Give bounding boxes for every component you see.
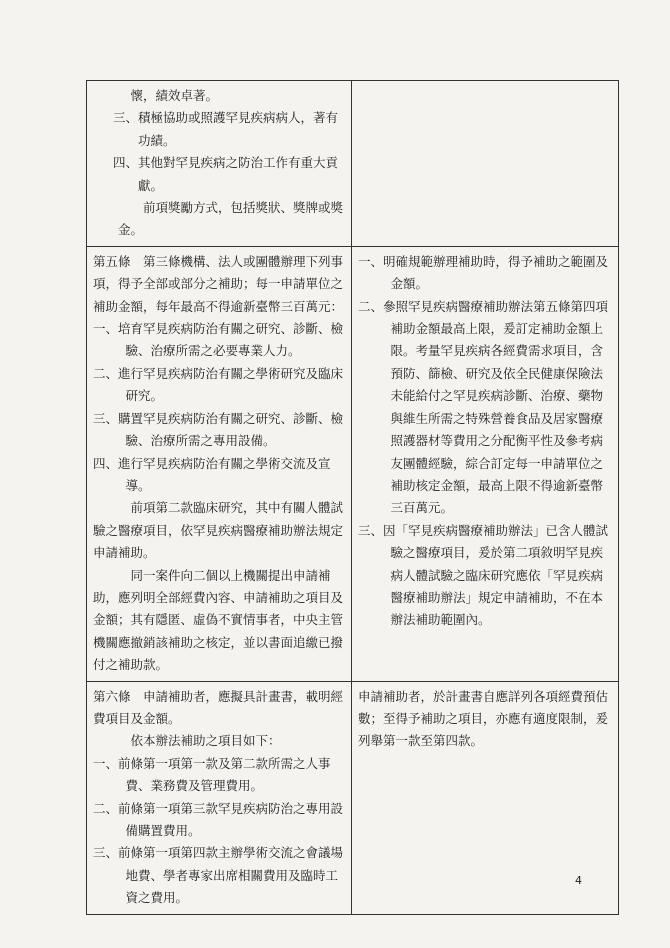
article-6-item: 三、前條第一項第四款主辦學術交流之會議場地費、學者專家出席相關費用及臨時工資之費用。	[93, 845, 344, 906]
explanation-item: 二、參照罕見疾病醫療補助辦法第五條第四項補助金額最高上限，爰訂定補助金額上限。考量罕見疾病各經費需求項目，含預防、篩檢、研究及依全民健康保險法未能給付之罕見疾病診斷、治療、藥物與維生所需之特殊營養食品及居家醫療照護器材等費用之分配衡平性及參考病友團體經驗，綜合訂定每一申請單位之補助核定金額，最高上限不得逾新臺幣三百萬元。	[358, 298, 609, 516]
article-5-para: 前項第二款臨床研究，其中有關人體試驗之醫療項目，依罕見疾病醫療補助辦法規定申請補助。	[93, 500, 344, 561]
article-6-intro: 依本辦法補助之項目如下：	[130, 733, 281, 749]
row2-left-cell	[87, 246, 352, 681]
article-5-item: 一、培育罕見疾病防治有關之研究、診斷、檢驗、治療所需之必要專業人力。	[93, 321, 344, 359]
row1-left-para: 前項獎勵方式，包括獎狀、獎牌或獎金。	[118, 200, 344, 238]
explanation-item: 三、因「罕見疾病醫療補助辦法」已含人體試驗之醫療項目，爰於第二項敘明罕見疾病人體試驗之臨床研究應依「罕見疾病醫療補助辦法」規定申請補助，不在本辦法補助範圍內。	[358, 522, 609, 628]
article-5-heading: 第五條 第三條機構、法人或團體辦理下列事項，得予全部或部分之補助；每一申請單位之補助金額，每年最高不得逾新臺幣三百萬元：	[93, 253, 344, 314]
article-5-para: 同一案件向二個以上機關提出申請補助，應列明全部經費內容、申請補助之項目及金額；其有隱匿、虛偽不實情事者，中央主管機關應撤銷該補助之核定，並以書面追繳已撥付之補助款。	[93, 567, 344, 673]
row1-left-item: 四、其他對罕見疾病之防治工作有重大貢獻。	[113, 155, 339, 193]
row2-right-cell	[352, 246, 619, 681]
table-row	[87, 681, 619, 914]
article-5-item: 三、購置罕見疾病防治有關之研究、診斷、檢驗、治療所需之專用設備。	[93, 410, 344, 449]
table-row	[87, 246, 619, 681]
row1-left-cell	[87, 81, 352, 247]
article-6-heading: 第六條 申請補助者，應擬具計畫書，載明經費項目及金額。	[93, 688, 344, 726]
article-5-item: 二、進行罕見疾病防治有關之學術研究及臨床研究。	[93, 365, 344, 404]
row1-left-item: 三、積極協助或照護罕見疾病病人，著有功績。	[113, 110, 339, 148]
explanation-item: 一、明確規範辦理補助時，得予補助之範圍及金額。	[358, 253, 609, 292]
article-6-item: 二、前條第一項第三款罕見疾病防治之專用設備購置費用。	[93, 800, 344, 838]
row1-left-line: 懷，績效卓著。	[130, 88, 219, 103]
row1-right-cell	[352, 81, 619, 247]
article-6-item: 一、前條第一項第一款及第二款所需之人事費、業務費及管理費用。	[93, 755, 331, 794]
page-number: 4	[575, 874, 582, 887]
row3-left-cell	[87, 681, 352, 914]
regulation-table	[86, 80, 619, 915]
table-row	[87, 81, 619, 247]
article-5-item: 四、進行罕見疾病防治有關之學術交流及宣導。	[93, 455, 331, 493]
article-6-explanation: 申請補助者，於計畫書自應詳列各項經費預估數；至得予補助之項目，亦應有適度限制，爰列舉第一款至第四款。	[358, 688, 609, 749]
